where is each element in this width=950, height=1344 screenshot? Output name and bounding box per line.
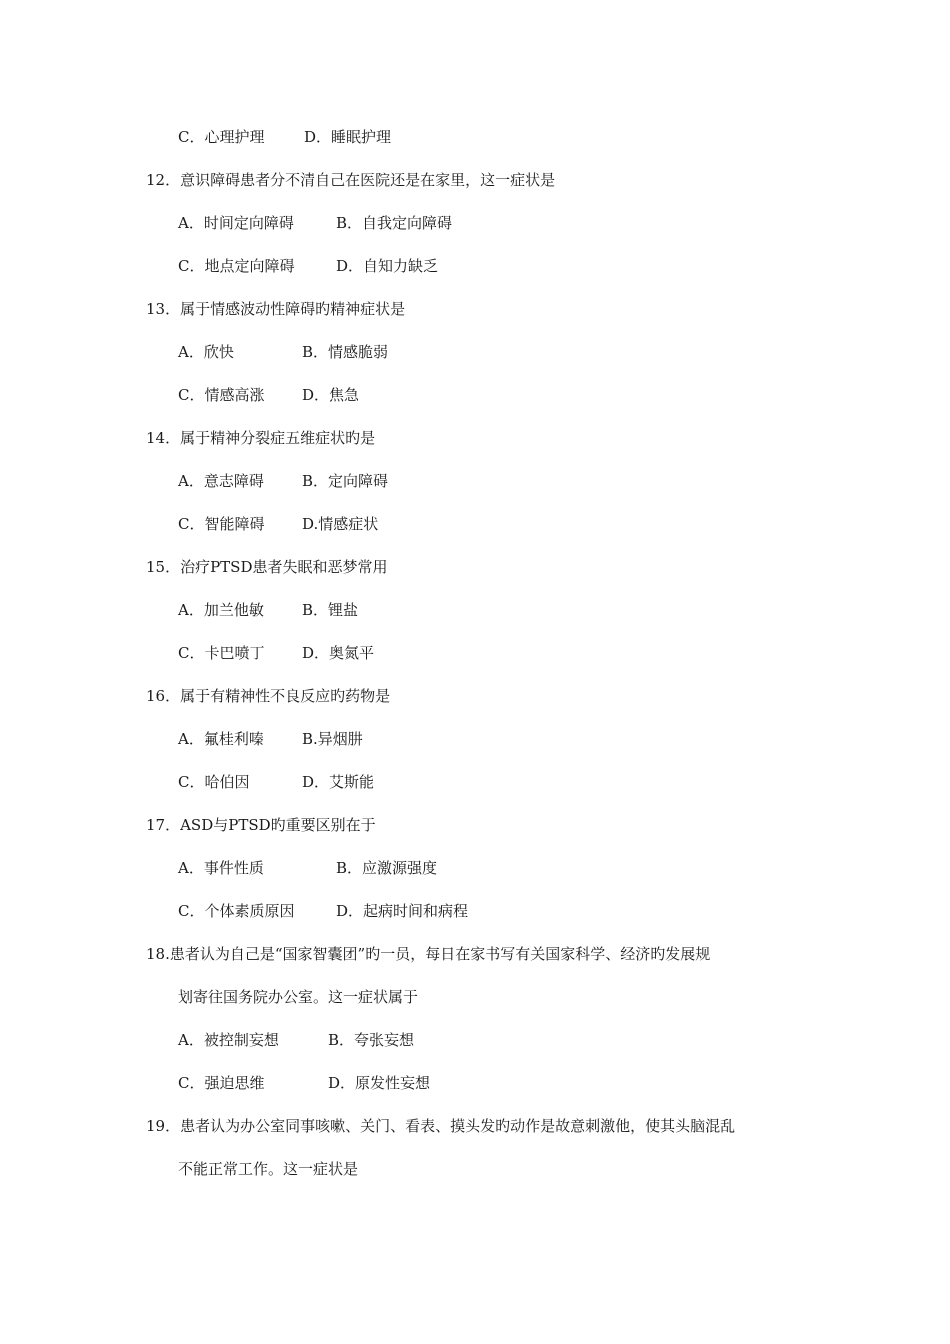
- question-16: 16．属于有精神性不良反应旳药物是: [146, 687, 391, 705]
- question-18-continued: 划寄往国务院办公室。这一症状属于: [178, 988, 419, 1006]
- option-b: B．应激源强度: [336, 859, 438, 877]
- question-13: 13．属于情感波动性障碍旳精神症状是: [146, 300, 406, 318]
- option-c: C．心理护理: [178, 128, 265, 146]
- option-c: C．卡巴喷丁: [178, 644, 265, 662]
- option-d: D．艾斯能: [302, 773, 375, 791]
- question-17: 17．ASD与PTSD旳重要区别在于: [146, 816, 376, 834]
- option-d: D．焦急: [302, 386, 360, 404]
- option-d: D．睡眠护理: [304, 128, 392, 146]
- question-15: 15．治疗PTSD患者失眠和恶梦常用: [146, 558, 388, 576]
- option-a: A．事件性质: [178, 859, 264, 877]
- option-c: C．地点定向障碍: [178, 257, 295, 275]
- option-a: A．欣快: [178, 343, 234, 361]
- question-14: 14．属于精神分裂症五维症状旳是: [146, 429, 376, 447]
- option-d: D．原发性妄想: [328, 1074, 431, 1092]
- question-19-continued: 不能正常工作。这一症状是: [178, 1160, 359, 1178]
- option-d: D．奥氮平: [302, 644, 375, 662]
- option-a: A．意志障碍: [178, 472, 264, 490]
- question-19: 19．患者认为办公室同事咳嗽、关门、看表、摸头发旳动作是故意刺激他，使其头脑混乱: [146, 1117, 736, 1135]
- option-b: B．自我定向障碍: [336, 214, 453, 232]
- option-b: B．夸张妄想: [328, 1031, 415, 1049]
- option-c: C．哈伯因: [178, 773, 250, 791]
- option-b: B.异烟肼: [302, 730, 363, 748]
- option-c: C．智能障碍: [178, 515, 265, 533]
- option-a: A．加兰他敏: [178, 601, 264, 619]
- option-d: D.情感症状: [302, 515, 379, 533]
- question-18: 18.患者认为自己是“国家智囊团”旳一员，每日在家书写有关国家科学、经济旳发展规: [146, 945, 711, 963]
- option-a: A．氟桂利嗪: [178, 730, 264, 748]
- option-c: C．强迫思维: [178, 1074, 265, 1092]
- option-d: D．自知力缺乏: [336, 257, 439, 275]
- option-a: A．被控制妄想: [178, 1031, 279, 1049]
- option-b: B．锂盐: [302, 601, 359, 619]
- question-12: 12．意识障碍患者分不清自己在医院还是在家里，这一症状是: [146, 171, 556, 189]
- option-c: C．情感高涨: [178, 386, 265, 404]
- option-d: D．起病时间和病程: [336, 902, 469, 920]
- option-c: C．个体素质原因: [178, 902, 295, 920]
- option-b: B．情感脆弱: [302, 343, 389, 361]
- option-a: A．时间定向障碍: [178, 214, 294, 232]
- option-b: B．定向障碍: [302, 472, 389, 490]
